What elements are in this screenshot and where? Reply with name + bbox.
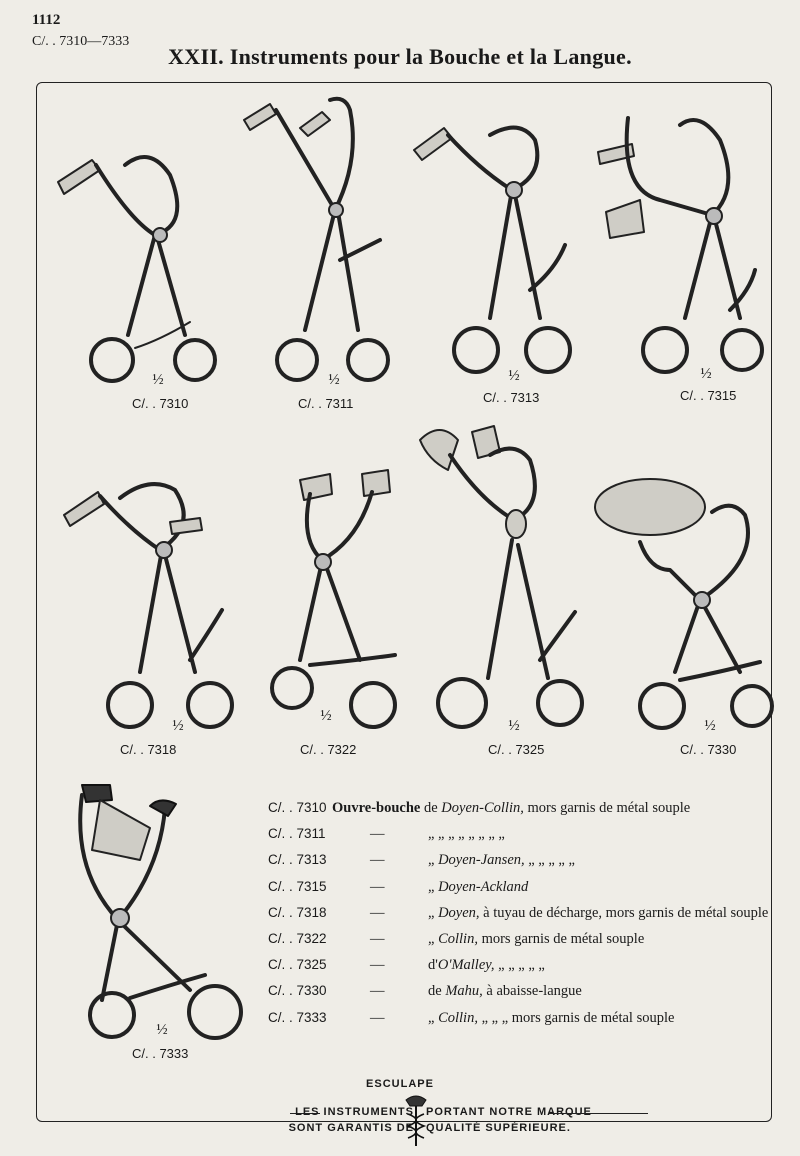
figure-scale: ½ [172,718,184,734]
divider [548,1113,648,1114]
catalog-text: „ Doyen-Ackland [428,878,529,895]
catalog-code: C/. . 7333 [268,1009,327,1025]
mouth-gag-7313-illustration [414,128,570,372]
catalog-dash: — [370,1009,385,1026]
catalog-row [268,852,788,878]
catalog-text: „ Doyen-Jansen, „ „ „ „ „ [428,852,575,869]
figure-code: C/. . 7322 [300,742,357,757]
catalog-text: „ Collin, mors garnis de métal souple [428,930,645,947]
figure-scale: ½ [156,1022,168,1038]
figure-code: C/. . 7318 [120,742,177,757]
catalog-text: „ Collin, „ „ „ mors garnis de métal souple [428,1009,675,1026]
catalog-text: „ „ „ „ „ „ „ „ [428,826,505,843]
mouth-gag-7315-illustration [598,118,762,372]
guarantee-text: SONT GARANTIS DE [288,1122,414,1134]
guarantee-text: PORTANT NOTRE MARQUE [426,1106,592,1118]
mouth-gag-7333-illustration [80,785,241,1038]
catalog-code: C/. . 7310 [268,800,327,815]
figure-code: C/. . 7310 [132,396,189,411]
figure-scale: ½ [152,372,164,388]
catalog-dash: — [370,904,385,921]
catalog-row [268,957,788,983]
catalog-row [268,905,788,931]
catalog-row [268,1010,788,1036]
catalog-dash: — [370,852,385,869]
catalog-dash: — [370,878,385,895]
guarantee-text: QUALITÉ SUPÉRIEURE. [426,1122,571,1134]
catalog-code: C/. . 7330 [268,983,327,999]
mouth-gag-7322-illustration [272,470,395,727]
catalog-code: C/. . 7322 [268,930,327,946]
catalog-text: „ Doyen, à tuyau de décharge, mors garnis de métal souple [428,904,769,921]
figure-code: C/. . 7330 [680,742,737,757]
page-title: XXII. Instruments pour la Bouche et la Langue. [168,44,632,69]
figure-code: C/. . 7315 [680,388,737,403]
catalog-row [268,826,788,852]
catalog-text: d'O'Malley, „ „ „ „ „ [428,957,545,974]
figure-scale: ½ [508,718,520,734]
mouth-gag-7311-illustration [244,99,388,380]
catalog-text: de Mahu, à abaisse-langue [428,983,582,1000]
catalog-code: C/. . 7325 [268,957,327,973]
catalog-code: C/. . 7311 [268,826,326,842]
page-number: 1112 [32,12,61,28]
figure-scale: ½ [320,708,332,724]
figure-code: C/. . 7311 [298,396,354,411]
catalog-code: C/. . 7313 [268,852,327,868]
brand-name: ESCULAPE [366,1078,434,1090]
catalog-row [268,800,788,826]
figure-scale: ½ [704,718,716,734]
mouth-gag-7310-illustration [58,157,215,381]
guarantee-text: LES INSTRUMENTS [295,1106,414,1118]
figure-scale: ½ [328,372,340,388]
figure-scale: ½ [508,368,520,384]
catalog-row [268,931,788,957]
caduceus-logo-icon [398,1092,434,1148]
figure-code: C/. . 7313 [483,390,540,405]
catalog-row [268,879,788,905]
figure-code: C/. . 7333 [132,1046,189,1061]
catalog-description-list [268,800,788,1036]
figure-code: C/. . 7325 [488,742,545,757]
catalog-text: Ouvre-bouche de Doyen-Collin, mors garnis de métal souple [332,800,691,816]
catalog-dash: — [370,930,385,947]
catalog-dash: — [370,826,385,843]
catalog-dash: — [370,957,385,974]
mouth-gag-7330-illustration [595,479,772,728]
catalog-code: C/. . 7315 [268,878,327,894]
figure-scale: ½ [700,366,712,382]
footer-trademark [0,1078,800,1148]
mouth-gag-7325-illustration [420,426,582,727]
catalog-dash: — [370,983,385,1000]
catalog-row [268,983,788,1009]
mouth-gag-7318-illustration [64,484,232,727]
catalog-code: C/. . 7318 [268,904,327,920]
reference-range: C/. . 7310—7333 [32,34,130,49]
